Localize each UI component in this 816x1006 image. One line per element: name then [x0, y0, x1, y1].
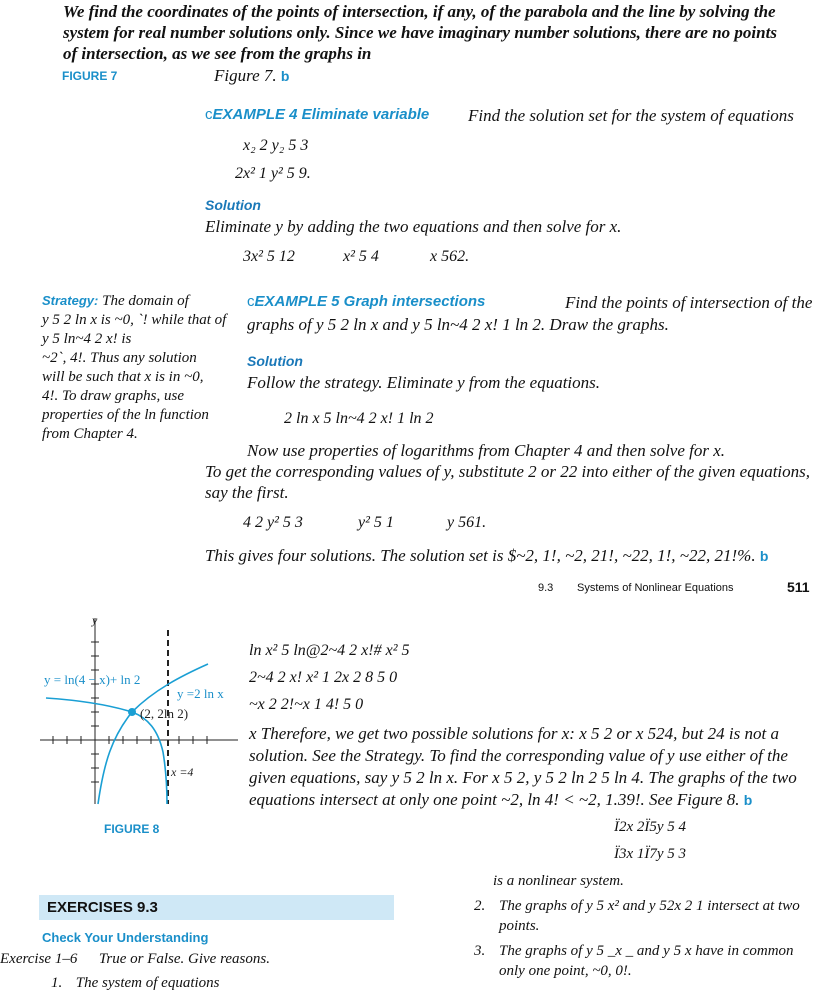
strategy-note	[42, 291, 226, 444]
example4-step1: 3x² 5 12	[243, 248, 295, 265]
intersection-point	[128, 708, 136, 716]
example5-prompt-2: graphs of y 5 2 ln x and y 5 ln~4 2 x! 1 ln 2. Draw the graphs.	[247, 315, 669, 334]
work-line-2: 2~4 2 x! x² 1 2x 2 8 5 0	[249, 669, 398, 686]
example4-solution-text: Eliminate y by adding the two equations and then solve for x.	[205, 217, 622, 236]
example5-conclusion	[205, 546, 768, 566]
example-marker: c	[247, 293, 255, 310]
exercises-subhead: Check Your Understanding	[42, 930, 209, 945]
asymptote-label: x =4	[171, 765, 194, 779]
exercise-3-line-1: The graphs of y 5 _x _ and y 5 x have in common	[499, 943, 794, 959]
exercise-1-text: The system of equations	[75, 975, 220, 991]
work-line-3: ~x 2 2!~x 1 4! 5 0	[249, 696, 364, 713]
end-mark: b	[743, 792, 753, 808]
exercises-title: EXERCISES 9.3	[47, 899, 158, 916]
strategy-l8: from Chapter 4.	[42, 426, 138, 442]
example4-heading	[205, 106, 429, 123]
example5-line-b: To get the corresponding values of y, substitute 2 or 22 into either of the given equations,	[205, 462, 811, 481]
exercise-1	[51, 975, 220, 992]
example4-eq1: x₂ 2 y₂ 5 3	[243, 137, 309, 154]
header-section: 9.3	[538, 582, 554, 594]
strategy-l1: The domain of	[102, 293, 189, 309]
exercises-banner	[39, 895, 394, 920]
example5-s1: 4 2 y² 5 3	[243, 514, 303, 531]
example4-step2: x² 5 4	[343, 248, 379, 265]
curve2-label: y =2 ln x	[177, 686, 224, 701]
example5-s2: y² 5 1	[358, 514, 394, 531]
system-eq-2: Ï3x 1Ï7y 5 3	[614, 846, 687, 862]
cont-line-3: given equations, say y 5 2 ln x. For x 5 2, y 5 2 ln 2 5 ln 4. The graphs of the two	[249, 768, 797, 787]
exercise-2-line-2: points.	[499, 918, 540, 934]
example5-solution-label: Solution	[247, 353, 303, 369]
cont-line-2: solution. See the Strategy. To find the corresponding value of y use either of the	[249, 746, 788, 765]
figure8-graph	[36, 612, 242, 808]
intro-line-3: of intersection, as we see from the graphs in	[63, 44, 372, 63]
example5-prompt-1: Find the points of intersection of the	[565, 293, 813, 312]
figure7-tag: FIGURE 7	[62, 69, 118, 83]
y-axis-label: y	[92, 613, 98, 627]
exercise-3-line-2: only one point, ~0, 0!.	[499, 963, 632, 979]
system-tail: is a nonlinear system.	[493, 873, 624, 889]
page-number: 511	[787, 579, 810, 595]
exercise-3-number: 3.	[474, 943, 486, 959]
example5-title: EXAMPLE 5 Graph intersections	[254, 293, 486, 310]
figure7-ref	[214, 66, 289, 86]
system-eq-1: Ï2x 2Ï5y 5 4	[614, 819, 687, 835]
cont-line-1: x Therefore, we get two possible solutions for x: x 5 2 or x 524, but 24 is not a	[249, 724, 779, 743]
example4-prompt: Find the solution set for the system of equations	[468, 106, 794, 125]
strategy-l3: y 5 ln~4 2 x! is	[42, 331, 132, 347]
exercises-instructions	[0, 951, 270, 968]
figure7-ref-text: Figure 7.	[214, 66, 277, 85]
example4-solution-label: Solution	[205, 197, 261, 213]
strategy-l7: properties of the ln function	[42, 407, 209, 423]
instr-label: Exercise 1–6	[0, 951, 78, 967]
end-mark: b	[280, 68, 290, 84]
cont-line-4	[249, 790, 752, 810]
example-marker: c	[205, 106, 213, 123]
strategy-l6: 4!. To draw graphs, use	[42, 388, 184, 404]
exercise-2-number: 2.	[474, 898, 486, 914]
example5-line-a: Now use properties of logarithms from Chapter 4 and then solve for x.	[247, 441, 726, 460]
strategy-l4: ~2`, 4!. Thus any solution	[42, 350, 197, 366]
example5-line-c: say the first.	[205, 483, 289, 502]
example5-solution-text: Follow the strategy. Eliminate y from the equations.	[247, 373, 601, 392]
exercise-1-number: 1.	[51, 975, 63, 991]
header-title: Systems of Nonlinear Equations	[577, 582, 734, 594]
point-label: (2, 2ln 2)	[140, 706, 189, 721]
figure8-caption: FIGURE 8	[104, 822, 160, 836]
example5-conclusion-text: This gives four solutions. The solution set is $~2, 1!, ~2, 21!, ~22, 1!, ~22, 21!%.	[205, 546, 756, 565]
example4-eq2: 2x² 1 y² 5 9.	[235, 165, 311, 182]
example5-eq: 2 ln x 5 ln~4 2 x! 1 ln 2	[284, 410, 434, 427]
example5-s3: y 561.	[447, 514, 487, 531]
strategy-label: Strategy:	[42, 293, 99, 308]
example4-step3: x 562.	[430, 248, 470, 265]
instr-text: True or False. Give reasons.	[98, 951, 270, 967]
strategy-l2: y 5 2 ln x is ~0, `! while that of	[42, 312, 227, 328]
intro-line-1: We find the coordinates of the points of intersection, if any, of the parabola and the line by solving the	[63, 2, 776, 21]
strategy-l5: will be such that x is in ~0,	[42, 369, 204, 385]
end-mark: b	[759, 548, 769, 564]
example5-heading	[247, 293, 485, 310]
example4-title: EXAMPLE 4 Eliminate variable	[212, 106, 430, 123]
intro-line-2: system for real number solutions only. Since we have imaginary number solutions, there are no points	[63, 23, 777, 42]
cont-line-4-text: equations intersect at only one point ~2, ln 4! < ~2, 1.39!. See Figure 8.	[249, 790, 740, 809]
curve1-label: y = ln(4 − x)+ ln 2	[44, 672, 141, 687]
exercise-2-line-1: The graphs of y 5 x² and y 52x 2 1 intersect at two	[499, 898, 800, 914]
work-line-1: ln x² 5 ln@2~4 2 x!# x² 5	[249, 642, 410, 659]
